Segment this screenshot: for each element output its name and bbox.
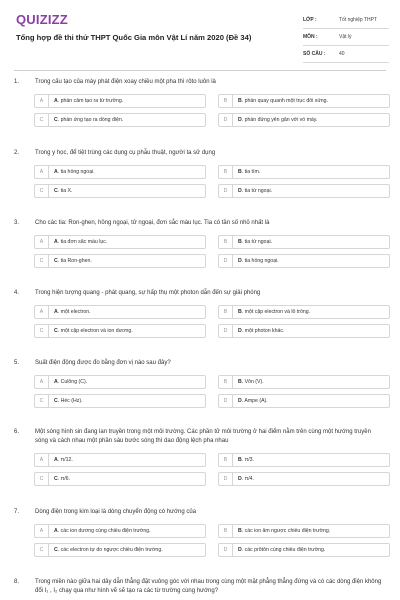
option-letter-bold: B <box>238 309 242 315</box>
answer-option-d[interactable] <box>218 324 390 338</box>
option-letter-bold: D <box>238 258 242 264</box>
option-text <box>233 528 330 534</box>
option-text <box>49 188 72 194</box>
option-text <box>233 188 272 194</box>
option-text <box>49 239 107 245</box>
option-text <box>49 117 123 123</box>
option-text <box>233 239 272 245</box>
option-letter-box: B <box>219 236 233 248</box>
option-text <box>49 379 87 385</box>
option-body: tia tím. <box>244 169 261 175</box>
question-5 <box>0 359 400 413</box>
option-body: π/3. <box>244 457 254 463</box>
option-text <box>233 328 284 334</box>
answer-option-b[interactable] <box>218 524 390 538</box>
question-text: Một sóng hình sin đang lan truyền trong một môi trường. Các phần tử môi trường ở hai điểm nằm trên cùng một hướng truyền sóng và cách nhau một phần sáu bước sóng thì dao động lệch pha nhau <box>35 429 371 444</box>
option-letter-box: B <box>219 376 233 388</box>
option-text <box>233 258 279 264</box>
option-separator: . <box>241 476 245 482</box>
meta-count-row <box>303 46 389 63</box>
question-4 <box>0 289 400 343</box>
question-text: Trong cấu tạo của máy phát điện xoay chiều một pha thì rôto luôn là <box>35 79 216 85</box>
option-body: một electron. <box>60 309 91 315</box>
option-text <box>49 169 95 175</box>
option-body: phần quay quanh một trục đối xứng. <box>244 98 328 104</box>
answer-options <box>0 453 400 486</box>
option-letter-bold: D <box>238 188 242 194</box>
answer-option-c[interactable] <box>34 324 206 338</box>
question-number: 2. <box>14 150 20 156</box>
answer-option-b[interactable] <box>218 94 390 108</box>
option-letter-bold: A <box>54 457 58 463</box>
option-text <box>233 547 325 553</box>
option-letter-box: C <box>35 255 49 267</box>
option-body: các electron tự do ngược chiều điện trường. <box>60 547 163 553</box>
option-letter-bold: B <box>238 98 242 104</box>
option-letter-box: A <box>35 306 49 318</box>
option-row <box>34 254 400 268</box>
option-row <box>34 184 400 198</box>
answer-option-d[interactable] <box>218 472 390 486</box>
option-text <box>49 328 133 334</box>
question-text: Dòng điện trong kim loại là dòng chuyển động có hướng của <box>35 509 197 515</box>
option-letter-bold: A <box>54 309 58 315</box>
option-text <box>49 398 83 404</box>
question-1 <box>0 78 400 132</box>
option-body: tia hồng ngoại. <box>244 258 279 264</box>
option-separator: . <box>241 239 245 245</box>
answer-option-a[interactable] <box>34 375 206 389</box>
option-letter-box: D <box>219 325 233 337</box>
option-letter-bold: B <box>238 457 242 463</box>
option-separator: . <box>241 328 245 334</box>
page-title: Tổng hợp đề thi thử THPT Quốc Gia môn Vật Lí năm 2020 (Đề 34) <box>16 33 252 42</box>
answer-option-a[interactable] <box>34 524 206 538</box>
option-text <box>233 98 328 104</box>
answer-option-a[interactable] <box>34 453 206 467</box>
option-letter-bold: A <box>54 169 58 175</box>
answer-options <box>0 305 400 338</box>
option-body: π/4. <box>244 476 254 482</box>
option-letter-bold: D <box>238 117 242 123</box>
answer-option-b[interactable] <box>218 235 390 249</box>
answer-options <box>0 94 400 127</box>
option-letter-bold: C <box>54 328 58 334</box>
option-text <box>49 457 73 463</box>
question-number: 1. <box>14 79 20 85</box>
option-letter-box: C <box>35 544 49 556</box>
option-letter-box: C <box>35 114 49 126</box>
option-separator: . <box>57 379 61 385</box>
answer-options <box>0 524 400 557</box>
option-body: π/12. <box>60 457 73 463</box>
option-body: Vôn (V). <box>244 379 264 385</box>
option-letter-bold: C <box>54 476 58 482</box>
option-letter-bold: C <box>54 188 58 194</box>
option-letter-box: B <box>219 166 233 178</box>
option-body: Héc (Hz). <box>60 398 83 404</box>
answer-option-c[interactable] <box>34 394 206 408</box>
answer-options <box>0 235 400 268</box>
answer-option-c[interactable] <box>34 113 206 127</box>
option-letter-box: B <box>219 525 233 537</box>
quizizz-logo: QUIZIZZ <box>16 12 68 27</box>
option-letter-box: B <box>219 95 233 107</box>
option-separator: . <box>241 398 245 404</box>
question-number: 4. <box>14 290 20 296</box>
question-text: Cho các tia: Ron-ghen, hồng ngoại, tử ngoại, đơn sắc màu lục. Tia có tần số nhỏ nhất là <box>35 220 270 226</box>
option-body: tia Ron-ghen. <box>60 258 92 264</box>
question-7 <box>0 508 400 562</box>
answer-option-c[interactable] <box>34 184 206 198</box>
option-body: tia hồng ngoại. <box>60 169 95 175</box>
option-separator: . <box>57 117 61 123</box>
question-header <box>0 289 400 298</box>
option-text <box>49 98 123 104</box>
question-2 <box>0 149 400 203</box>
option-letter-bold: D <box>238 547 242 553</box>
option-separator: . <box>241 547 245 553</box>
meta-class-row <box>303 12 389 29</box>
answer-option-c[interactable] <box>34 254 206 268</box>
option-body: tia X. <box>60 188 73 194</box>
answer-option-c[interactable] <box>34 543 206 557</box>
option-separator: . <box>241 379 245 385</box>
option-body: phần cảm tạo ra từ trường. <box>60 98 124 104</box>
header-divider <box>14 70 386 71</box>
option-letter-bold: B <box>238 239 242 245</box>
answer-option-b[interactable] <box>218 453 390 467</box>
option-separator: . <box>241 528 245 534</box>
answer-option-a[interactable] <box>34 165 206 179</box>
option-body: π/6. <box>60 476 70 482</box>
option-separator: . <box>241 117 245 123</box>
option-row <box>34 113 400 127</box>
option-text <box>233 117 317 123</box>
option-separator: . <box>57 239 61 245</box>
option-row <box>34 394 400 408</box>
option-separator: . <box>57 169 61 175</box>
option-row <box>34 375 400 389</box>
answer-option-a[interactable] <box>34 94 206 108</box>
option-body: phần ứng tạo ra dòng điện. <box>60 117 124 123</box>
question-number: 8. <box>14 579 20 585</box>
option-text <box>233 476 254 482</box>
option-text <box>233 169 260 175</box>
answer-option-d[interactable] <box>218 543 390 557</box>
answer-option-d[interactable] <box>218 113 390 127</box>
meta-label: SỐ CÂU : <box>303 51 326 57</box>
option-letter-bold: B <box>238 528 242 534</box>
option-body: tia tử ngoại. <box>244 188 273 194</box>
option-text <box>233 398 268 404</box>
meta-value: 40 <box>339 51 345 57</box>
question-text: Trong miền nào giữa hai dây dẫn thẳng đặt vuông góc với nhau trong cùng một mặt phẳng thẳng đứng và có các dòng điện không đổi I₁ , I₂ chạy qua như hình vẽ sẽ tạo ra các từ trường cùng hướng? <box>35 579 382 594</box>
option-letter-bold: B <box>238 169 242 175</box>
option-text <box>233 379 264 385</box>
answer-option-a[interactable] <box>34 235 206 249</box>
meta-label: MÔN : <box>303 34 318 40</box>
option-body: các ion âm ngược chiều điện trường. <box>244 528 331 534</box>
option-row <box>34 524 400 538</box>
option-body: các prôtôn cùng chiều điện trường. <box>244 547 326 553</box>
option-letter-box: D <box>219 473 233 485</box>
option-letter-bold: A <box>54 98 58 104</box>
option-row <box>34 305 400 319</box>
option-separator: . <box>57 457 61 463</box>
option-letter-bold: A <box>54 239 58 245</box>
option-letter-box: A <box>35 376 49 388</box>
option-letter-bold: D <box>238 398 242 404</box>
option-letter-box: C <box>35 325 49 337</box>
option-letter-box: C <box>35 185 49 197</box>
answer-option-c[interactable] <box>34 472 206 486</box>
option-text <box>49 528 151 534</box>
option-body: tia đơn sắc màu lục. <box>60 239 108 245</box>
option-row <box>34 165 400 179</box>
question-number: 5. <box>14 360 20 366</box>
answer-option-d[interactable] <box>218 394 390 408</box>
option-letter-box: D <box>219 185 233 197</box>
option-letter-bold: C <box>54 547 58 553</box>
answer-options <box>0 165 400 198</box>
answer-options <box>0 375 400 408</box>
option-letter-bold: D <box>238 476 242 482</box>
option-body: một photon khác. <box>244 328 285 334</box>
question-header <box>0 508 400 517</box>
question-header <box>0 578 400 596</box>
option-body: một cặp electron và ion dương. <box>60 328 133 334</box>
question-text: Trong y học, để tiệt trùng các dụng cụ phẫu thuật, người ta sử dụng <box>35 150 216 156</box>
option-separator: . <box>57 188 61 194</box>
option-row <box>34 235 400 249</box>
option-separator: . <box>241 258 245 264</box>
answer-option-b[interactable] <box>218 165 390 179</box>
option-separator: . <box>241 169 245 175</box>
option-letter-bold: B <box>238 379 242 385</box>
option-separator: . <box>57 258 61 264</box>
question-number: 3. <box>14 220 20 226</box>
option-separator: . <box>241 98 245 104</box>
option-letter-box: A <box>35 95 49 107</box>
question-3 <box>0 219 400 273</box>
option-letter-box: A <box>35 525 49 537</box>
option-row <box>34 453 400 467</box>
answer-option-d[interactable] <box>218 254 390 268</box>
option-body: phần đứng yên gắn với vỏ máy. <box>244 117 318 123</box>
option-letter-box: B <box>219 306 233 318</box>
option-letter-box: C <box>35 473 49 485</box>
meta-value: Vật lý <box>339 34 352 40</box>
option-letter-bold: A <box>54 379 58 385</box>
option-text <box>233 309 310 315</box>
option-row <box>34 324 400 338</box>
option-row <box>34 94 400 108</box>
answer-option-b[interactable] <box>218 375 390 389</box>
option-text <box>49 258 92 264</box>
question-header <box>0 149 400 158</box>
option-body: một cặp electron và lỗ trống. <box>244 309 311 315</box>
option-letter-bold: C <box>54 398 58 404</box>
option-row <box>34 543 400 557</box>
option-letter-bold: C <box>54 258 58 264</box>
option-body: Culông (C). <box>60 379 88 385</box>
option-separator: . <box>57 309 61 315</box>
option-letter-box: A <box>35 236 49 248</box>
option-separator: . <box>241 309 245 315</box>
question-header <box>0 219 400 228</box>
option-separator: . <box>241 457 245 463</box>
option-letter-bold: C <box>54 117 58 123</box>
option-separator: . <box>57 528 61 534</box>
option-text <box>49 476 70 482</box>
question-text: Suất điện động được đo bằng đơn vị nào sau đây? <box>35 360 171 366</box>
answer-option-d[interactable] <box>218 184 390 198</box>
option-separator: . <box>57 398 61 404</box>
option-letter-box: D <box>219 114 233 126</box>
question-header <box>0 428 400 446</box>
question-number: 7. <box>14 509 20 515</box>
option-letter-box: C <box>35 395 49 407</box>
worksheet-header <box>0 0 400 66</box>
question-8 <box>0 578 400 596</box>
worksheet-meta <box>303 12 389 63</box>
option-letter-bold: A <box>54 528 58 534</box>
option-body: tia tử ngoại. <box>244 239 273 245</box>
question-text: Trong hiện tượng quang - phát quang, sự hấp thụ một photon dẫn đến sự giải phóng <box>35 290 261 296</box>
option-separator: . <box>57 98 61 104</box>
question-header <box>0 78 400 87</box>
option-letter-box: D <box>219 544 233 556</box>
question-6 <box>0 428 400 491</box>
option-separator: . <box>57 328 61 334</box>
answer-option-a[interactable] <box>34 305 206 319</box>
meta-value: Tốt nghiệp THPT <box>339 17 377 23</box>
option-letter-box: D <box>219 395 233 407</box>
question-number: 6. <box>14 429 20 435</box>
option-separator: . <box>241 188 245 194</box>
meta-subject-row <box>303 29 389 46</box>
meta-label: LỚP : <box>303 17 317 23</box>
option-text <box>49 309 91 315</box>
question-header <box>0 359 400 368</box>
option-text <box>233 457 254 463</box>
answer-option-b[interactable] <box>218 305 390 319</box>
option-separator: . <box>57 547 61 553</box>
option-letter-box: D <box>219 255 233 267</box>
option-row <box>34 472 400 486</box>
option-body: Ampe (A). <box>244 398 268 404</box>
option-letter-box: A <box>35 454 49 466</box>
option-letter-bold: D <box>238 328 242 334</box>
option-letter-box: A <box>35 166 49 178</box>
option-body: các ion dương cùng chiều điện trường. <box>60 528 151 534</box>
option-letter-box: B <box>219 454 233 466</box>
option-text <box>49 547 163 553</box>
option-separator: . <box>57 476 61 482</box>
